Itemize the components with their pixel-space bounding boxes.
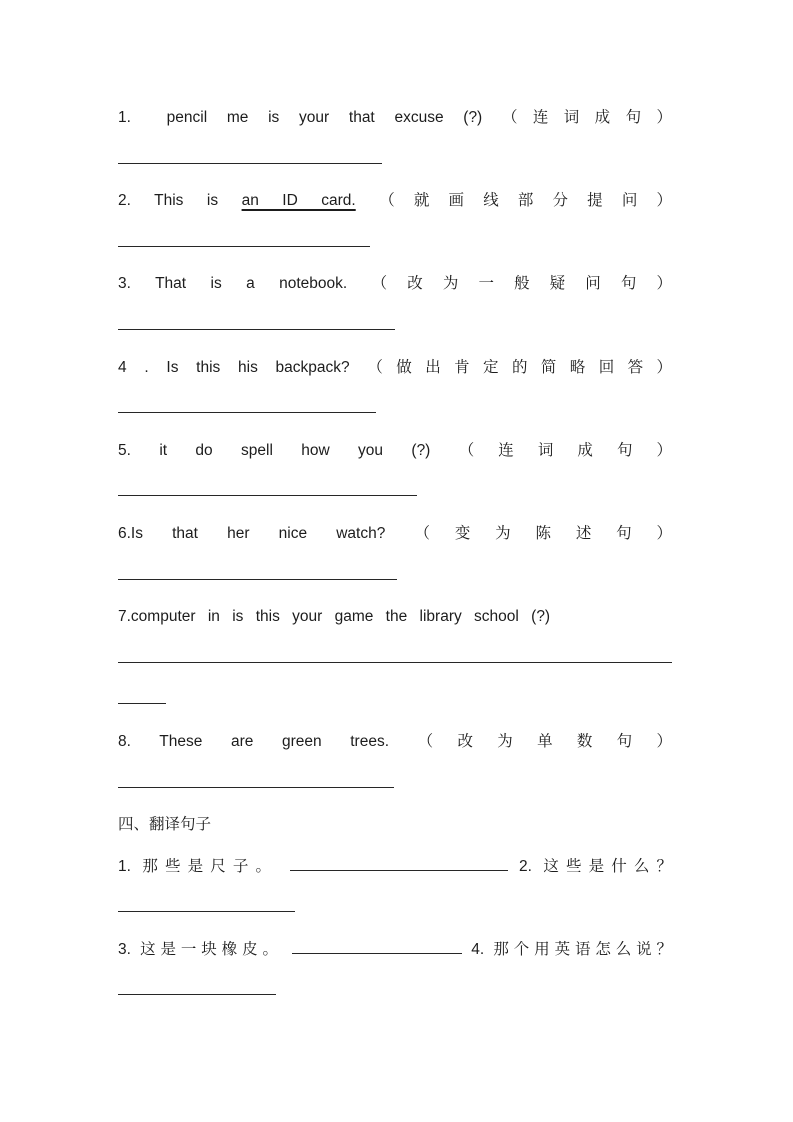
translation-3-number: 3. [118, 940, 131, 958]
section-heading: 四、翻译句子 [118, 816, 212, 834]
translation-2-answer-line [118, 887, 672, 929]
answer-line-8 [118, 763, 672, 805]
answer-line-3 [118, 305, 672, 347]
answer-blank-7-long [118, 662, 672, 663]
answer-line-2 [118, 222, 672, 264]
translation-4-blank [118, 994, 276, 995]
item-4-note: （做出肯定的简略回答） [367, 358, 673, 376]
translation-2-number: 2. [519, 857, 532, 875]
item-7-sentence: 7.computer in is this your game the library school (?) [118, 608, 551, 626]
item-5-number: 5. [118, 441, 131, 459]
translation-3-blank [292, 953, 462, 954]
translation-1-blank [290, 870, 508, 871]
item-8-number: 8. [118, 732, 131, 750]
translation-2-blank [118, 911, 295, 912]
item-4-number: 4 . [118, 358, 149, 376]
answer-line-1 [118, 139, 672, 181]
translation-4-number: 4. [471, 940, 485, 958]
item-2-note: （就画线部分提问） [379, 192, 673, 210]
exercise-item-5 [118, 430, 672, 472]
translation-4-text: 那个用英语怎么说？ [493, 940, 672, 958]
answer-blank-6 [118, 579, 397, 580]
item-3-number: 3. [118, 275, 131, 293]
item-2-underlined-part: an ID card. [241, 192, 356, 210]
answer-line-6 [118, 555, 672, 597]
answer-line-7a [118, 638, 672, 680]
item-5-note: （连词成句） [458, 441, 673, 459]
translation-section-heading-line [118, 804, 672, 846]
item-1-note: （连词成句） [501, 109, 672, 126]
exercise-item-3 [118, 263, 672, 305]
page-content [118, 97, 672, 1012]
item-6-note: （变为陈述句） [414, 524, 672, 542]
answer-line-4 [118, 388, 672, 430]
translation-4-answer-line [118, 970, 672, 1012]
translation-1-number: 1. [118, 857, 131, 875]
answer-blank-5 [118, 495, 417, 496]
item-2-sentence: This is [154, 192, 219, 210]
item-6-sentence: 6.Is that her nice watch? [118, 524, 386, 542]
item-2-number: 2. [118, 192, 131, 210]
answer-blank-2 [118, 246, 370, 247]
item-8-sentence: These are green trees. [159, 732, 390, 750]
item-1-number: 1. [118, 109, 131, 126]
answer-blank-7-short [118, 703, 166, 704]
item-3-sentence: That is a notebook. [155, 275, 348, 293]
answer-line-7b [118, 679, 672, 721]
exercise-item-7 [118, 596, 672, 638]
item-3-note: （改为一般疑问句） [371, 275, 672, 293]
exercise-item-2 [118, 180, 672, 222]
item-8-note: （改为单数句） [417, 732, 672, 750]
translation-pair-1 [118, 846, 672, 888]
answer-blank-1 [118, 163, 382, 164]
exercise-item-6 [118, 513, 672, 555]
translation-2-text: 这些是什么？ [543, 857, 672, 875]
answer-line-5 [118, 471, 672, 513]
item-4-sentence: Is this his backpack? [166, 358, 350, 376]
translation-pair-2 [118, 929, 672, 971]
exercise-item-1 [118, 97, 672, 139]
translation-3-text: 这是一块橡皮。 [140, 940, 283, 958]
answer-blank-3 [118, 329, 395, 330]
answer-blank-4 [118, 412, 376, 413]
answer-blank-8 [118, 787, 394, 788]
item-5-sentence: it do spell how you (?) [159, 441, 431, 459]
item-1-sentence: pencil me is your that excuse (?) [166, 109, 483, 126]
translation-1-text: 那些是尺子。 [142, 857, 279, 875]
exercise-item-4 [118, 347, 672, 389]
exercise-item-8 [118, 721, 672, 763]
